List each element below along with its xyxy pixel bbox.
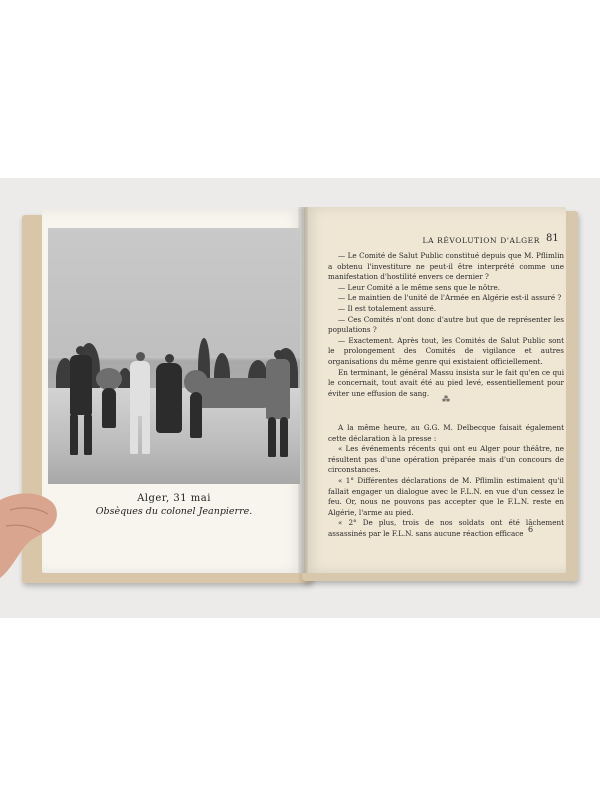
soldier-left: [70, 355, 92, 415]
section-separator: ⁂: [442, 395, 450, 404]
page-number: 81: [546, 233, 559, 244]
paragraph: « 1° Différentes déclarations de M. Pflimlin estimaient qu'il fallait engager un dialogue avec le F.L.N. en vue d'un cessez le feu. Or, nous ne pouvons pas accepter que le F.L.N. reste en Algérie, l'arme au pied.: [328, 475, 564, 517]
paragraph: En terminant, le général Massu insista sur le fait qu'en ce qui le concernait, tout avait été au pied levé, essentiellement pour éviter une effusion de sang.: [328, 367, 564, 398]
hand-holding-book: [0, 480, 62, 580]
officer-light-uniform: [130, 361, 150, 416]
paragraph: — Ces Comités n'ont donc d'autre but que de représenter les populations ?: [328, 314, 564, 335]
woman-in-black: [156, 363, 182, 433]
paragraph: — Il est totalement assuré.: [338, 303, 437, 313]
background-crowd: [198, 378, 268, 408]
funeral-photograph: [48, 228, 300, 484]
open-book: [22, 203, 582, 583]
paragraph: — Exactement. Après tout, les Comités de Salut Public sont le prolongement des Comités de vigilance et autres organisations du même genre qui existaient officiellement.: [328, 335, 564, 366]
soldier-right: [266, 359, 290, 419]
paragraph: — Le Comité de Salut Public constitué depuis que M. Pflimlin a obtenu l'investiture ne peut-il être interprété comme une manifestation d'hostilité envers ce dernier ?: [328, 251, 564, 282]
paragraph: A la même heure, au G.G. M. Delbecque faisait également cette déclaration à la presse :: [328, 423, 564, 443]
paragraph: — Leur Comité a le même sens que le nôtre.: [338, 282, 501, 292]
photo-caption-description: Obsèques du colonel Jeanpierre.: [95, 506, 253, 517]
text-block-lower: [328, 423, 564, 540]
paragraph: — Le maintien de l'unité de l'Armée en Algérie est-il assuré ?: [338, 293, 562, 303]
paragraph: « Les événements récents qui ont eu Alger pour théâtre, ne résultent pas d'une opération préparée mais d'un concours de circonstances.: [328, 444, 564, 475]
text-block-upper: [328, 251, 564, 399]
running-head: LA RÉVOLUTION D'ALGER: [422, 236, 540, 245]
signature-mark: 6: [528, 525, 534, 534]
photo-caption-place: Alger, 31 mai: [137, 493, 211, 504]
wreath: [96, 368, 122, 390]
paragraph: « 2° De plus, trois de nos soldats ont été lâchement assassinés par le F.L.N. sans aucune réaction efficace: [328, 518, 564, 538]
